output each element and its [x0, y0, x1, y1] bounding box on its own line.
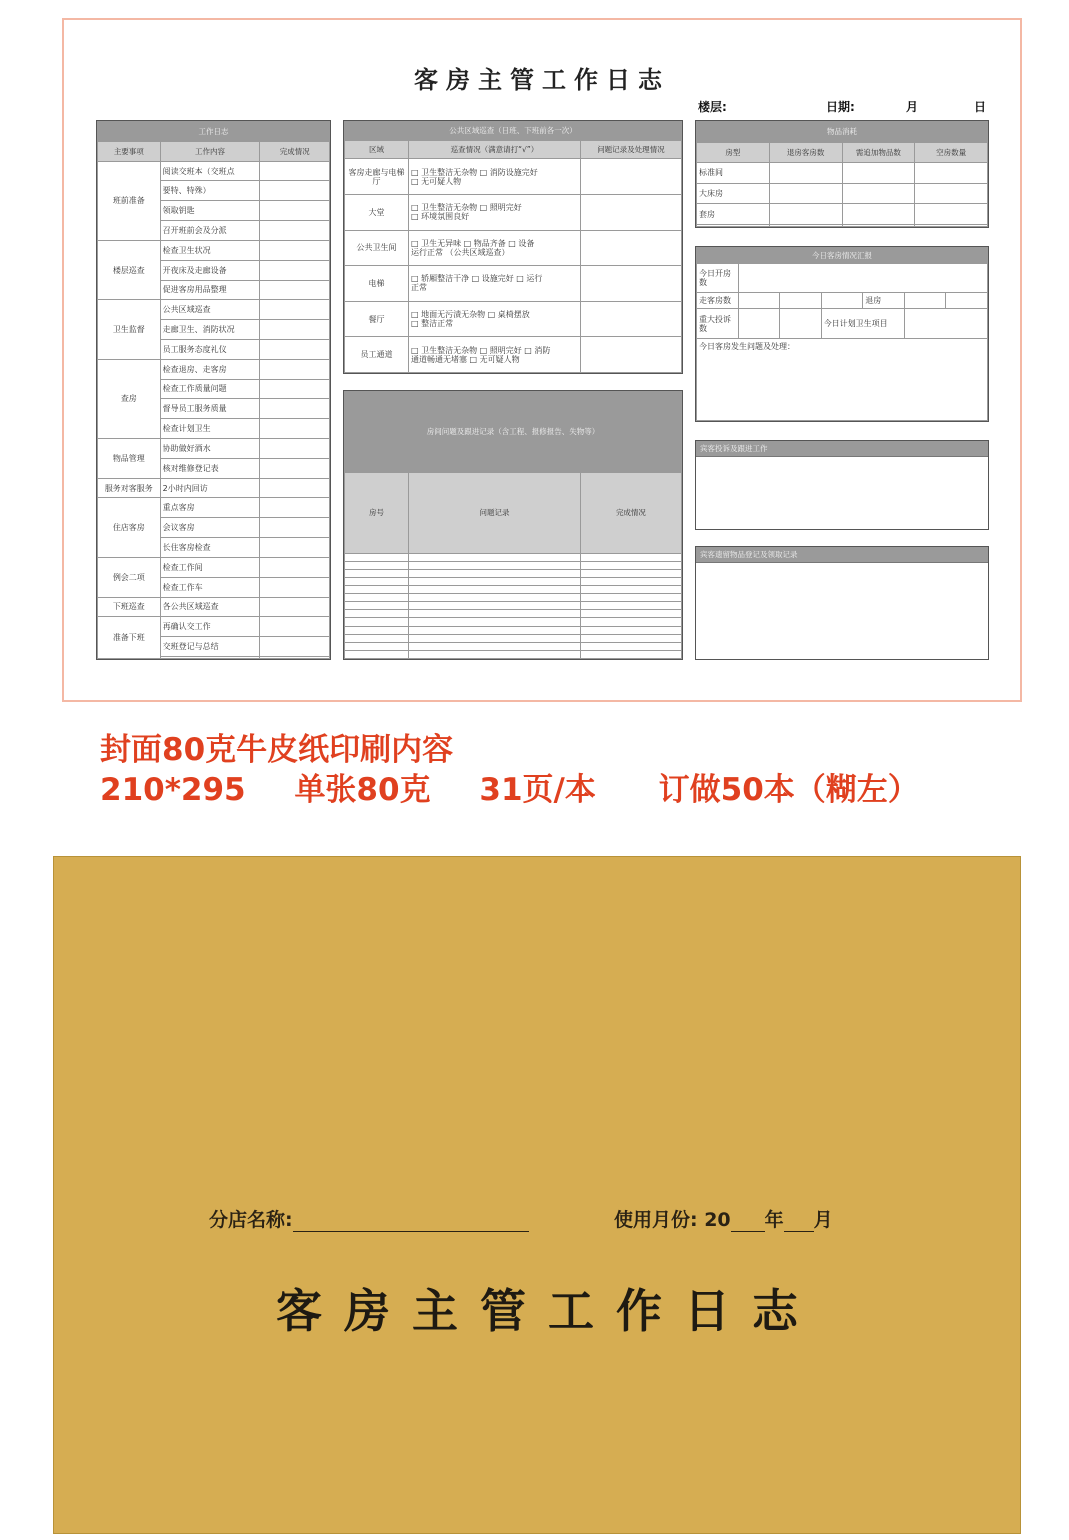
table-cell	[580, 553, 681, 561]
complaint-box	[695, 440, 989, 530]
date-label: 日期:	[826, 100, 855, 114]
table-cell	[769, 183, 842, 204]
table-cell	[769, 163, 842, 184]
status-cell	[260, 538, 330, 558]
status-cell	[260, 439, 330, 459]
cover-title: 客房主管工作日志	[276, 1284, 820, 1338]
check-line: □ 环境氛围良好	[411, 212, 470, 222]
column-header: 巡查情况（满意请打“√”）	[409, 140, 581, 159]
table-cell	[580, 626, 681, 634]
table-cell	[345, 610, 409, 618]
table-row	[697, 142, 988, 163]
table-cell	[580, 634, 681, 642]
task-cell: 协助做好酒水	[160, 439, 260, 459]
usage-month-label: 使用月份: 20	[614, 1209, 731, 1231]
area-cell: 大堂	[345, 195, 409, 231]
category-cell: 下班巡查	[98, 597, 161, 617]
daily-report-table	[695, 246, 989, 422]
room-type-cell: 套房	[697, 204, 770, 225]
column-header: 退房客房数	[769, 142, 842, 163]
status-cell	[260, 181, 330, 201]
table-cell	[409, 561, 581, 569]
status-cell	[260, 260, 330, 280]
table-row	[345, 594, 682, 602]
table-row	[345, 578, 682, 586]
public-area-title: 公共区域巡查（日班、下班前各一次）	[345, 122, 682, 141]
table-row	[345, 301, 682, 337]
status-cell	[260, 221, 330, 241]
task-cell: 交班登记与总结	[160, 637, 260, 657]
table-cell	[345, 626, 409, 634]
room-type-cell: 标准间	[697, 163, 770, 184]
table-cell	[409, 618, 581, 626]
table-cell	[580, 561, 681, 569]
spec-order: 订做50本（糊左）	[658, 772, 919, 808]
column-header: 问题记录	[409, 472, 581, 553]
checks-cell	[409, 159, 581, 195]
area-cell: 客房走廊与电梯厅	[345, 159, 409, 195]
shift-label: 楼层:	[698, 100, 727, 114]
table-row	[345, 230, 682, 266]
column-header: 完成情况	[580, 472, 681, 553]
table-row	[697, 339, 988, 421]
column-header: 区域	[345, 140, 409, 159]
table-row	[345, 602, 682, 610]
spec-line-2	[100, 764, 919, 809]
daily-report-title: 今日客房情况汇报	[697, 248, 988, 264]
area-cell: 公共卫生间	[345, 230, 409, 266]
table-row	[345, 553, 682, 561]
table-cell	[769, 204, 842, 225]
table-row	[98, 439, 330, 459]
check-line: 通道畅通无堵塞 □ 无可疑人物	[411, 354, 520, 364]
table-row	[98, 597, 330, 617]
task-cell: 检查工作车	[160, 577, 260, 597]
table-cell	[409, 594, 581, 602]
table-row	[697, 204, 988, 225]
status-cell	[260, 577, 330, 597]
table-cell	[580, 578, 681, 586]
supplies-title: 物品消耗	[697, 122, 988, 143]
report-label: 今日开房数	[697, 263, 739, 293]
table-cell	[345, 594, 409, 602]
table-cell	[904, 309, 987, 339]
table-row	[98, 161, 330, 181]
table-cell	[915, 163, 988, 184]
complaint-box-title: 宾客投诉及跟进工作	[696, 441, 988, 457]
column-header: 工作内容	[160, 141, 260, 161]
category-cell: 卫生监督	[98, 300, 161, 359]
notes-cell	[580, 195, 681, 231]
table-cell	[409, 569, 581, 577]
table-cell	[345, 578, 409, 586]
table-cell	[780, 309, 822, 339]
table-cell	[738, 309, 780, 339]
status-cell	[260, 656, 330, 658]
table-cell	[580, 610, 681, 618]
work-log-title: 工作日志	[98, 122, 330, 142]
table-row	[697, 224, 988, 226]
table-row	[345, 610, 682, 618]
report-cell	[738, 293, 780, 309]
status-cell	[260, 399, 330, 419]
table-row	[345, 618, 682, 626]
status-cell	[260, 300, 330, 320]
store-name-line	[293, 1212, 529, 1232]
notes-cell	[580, 337, 681, 373]
status-cell	[260, 518, 330, 538]
spec-pages: 31页/本	[479, 772, 596, 808]
table-row	[345, 122, 682, 141]
task-cell: 再确认交工作	[160, 617, 260, 637]
table-row	[98, 478, 330, 498]
column-header: 主要事项	[98, 141, 161, 161]
notes-cell	[580, 230, 681, 266]
month-suffix: 月	[813, 1209, 833, 1231]
area-cell: 餐厅	[345, 301, 409, 337]
status-cell	[260, 419, 330, 439]
task-cell: 检查工作间	[160, 557, 260, 577]
status-cell	[260, 617, 330, 637]
sheet-title: 客房主管工作日志	[414, 65, 670, 94]
status-cell	[260, 320, 330, 340]
store-name-field	[209, 1205, 529, 1232]
check-line: □ 卫生整洁无杂物 □ 照明完好	[411, 203, 522, 213]
status-cell	[260, 379, 330, 399]
notes-cell	[580, 301, 681, 337]
status-cell	[260, 557, 330, 577]
table-row	[345, 569, 682, 577]
status-cell	[260, 498, 330, 518]
category-cell: 服务对客服务	[98, 478, 161, 498]
table-row	[345, 642, 682, 650]
category-cell: 班前准备	[98, 161, 161, 240]
column-header: 空房数量	[915, 142, 988, 163]
check-line: □ 卫生整洁无杂物 □ 照明完好 □ 消防	[411, 345, 551, 355]
table-row	[345, 561, 682, 569]
month-line	[784, 1212, 814, 1232]
table-row	[697, 163, 988, 184]
table-cell	[409, 586, 581, 594]
table-cell	[409, 626, 581, 634]
column-header: 房号	[345, 472, 409, 553]
category-cell: 例会二项	[98, 557, 161, 597]
table-row	[98, 359, 330, 379]
report-cell: 退房	[863, 293, 905, 309]
task-cell: 领取钥匙	[160, 201, 260, 221]
table-cell	[345, 642, 409, 650]
table-cell	[409, 634, 581, 642]
table-row	[697, 248, 988, 264]
task-cell: 检查卫生状况	[160, 240, 260, 260]
table-cell	[915, 183, 988, 204]
task-cell: 走廊卫生、消防状况	[160, 320, 260, 340]
table-row	[345, 195, 682, 231]
task-cell: 督导员工服务质量	[160, 399, 260, 419]
table-row	[345, 650, 682, 658]
table-row	[345, 626, 682, 634]
table-cell	[580, 569, 681, 577]
checks-cell	[409, 195, 581, 231]
table-cell	[345, 569, 409, 577]
table-row	[98, 498, 330, 518]
task-cell: 员工服务态度礼仪	[160, 339, 260, 359]
follow-up-table	[343, 390, 683, 660]
table-row	[98, 617, 330, 637]
table-cell	[345, 602, 409, 610]
room-type-cell: 大床房	[697, 183, 770, 204]
status-cell	[260, 201, 330, 221]
task-cell: 2小时内回访	[160, 478, 260, 498]
month-label: 月	[906, 100, 919, 114]
table-cell	[580, 594, 681, 602]
interior-sheet-preview	[62, 18, 1022, 702]
category-cell: 楼层巡查	[98, 240, 161, 299]
task-cell: 召开班前会及分派	[160, 221, 260, 241]
column-header: 房型	[697, 142, 770, 163]
task-cell: 阅读交班本（交班点	[160, 161, 260, 181]
status-cell	[260, 597, 330, 617]
report-cell	[946, 293, 988, 309]
task-cell: 长住客房检查	[160, 538, 260, 558]
spec-line-1: 封面80克牛皮纸印刷内容	[100, 732, 454, 768]
status-cell	[260, 339, 330, 359]
table-row	[98, 557, 330, 577]
task-cell: 各公共区域巡查	[160, 597, 260, 617]
table-cell	[409, 602, 581, 610]
column-header: 完成情况	[260, 141, 330, 161]
task-cell: 检查退房、走客房	[160, 359, 260, 379]
table-row	[98, 141, 330, 161]
table-row	[345, 266, 682, 302]
check-line: 正常	[411, 283, 428, 293]
table-cell	[409, 578, 581, 586]
table-cell	[842, 183, 915, 204]
table-cell	[580, 602, 681, 610]
task-cell: 重点客房	[160, 498, 260, 518]
table-row	[98, 240, 330, 260]
table-row	[697, 309, 988, 339]
checks-cell	[409, 266, 581, 302]
check-line: □ 整洁正常	[411, 319, 454, 329]
table-row	[345, 472, 682, 553]
notes-cell	[580, 159, 681, 195]
notes-cell	[580, 266, 681, 302]
table-cell	[915, 204, 988, 225]
table-row	[98, 122, 330, 142]
status-cell	[260, 458, 330, 478]
table-cell	[345, 618, 409, 626]
table-cell	[409, 610, 581, 618]
report-cell	[904, 293, 946, 309]
task-cell: 开夜床及走廊设备	[160, 260, 260, 280]
table-row	[697, 183, 988, 204]
category-cell: 查房	[98, 359, 161, 438]
report-cell	[821, 293, 863, 309]
checks-cell	[409, 337, 581, 373]
status-cell	[260, 161, 330, 181]
table-cell	[842, 224, 915, 226]
check-line: □ 卫生整洁无杂物 □ 消防设施完好	[411, 167, 538, 177]
table-cell	[345, 634, 409, 642]
table-cell	[769, 224, 842, 226]
table-row	[345, 337, 682, 373]
table-row	[345, 140, 682, 159]
table-cell	[580, 618, 681, 626]
spec-paper: 单张80克	[294, 772, 431, 808]
table-cell	[345, 586, 409, 594]
table-cell	[697, 224, 770, 226]
task-cell: 公共区域巡查	[160, 300, 260, 320]
table-cell	[580, 586, 681, 594]
year-suffix: 年	[764, 1209, 784, 1231]
table-cell	[842, 204, 915, 225]
task-cell: 会议客房	[160, 518, 260, 538]
table-cell	[345, 553, 409, 561]
public-area-table	[343, 120, 683, 374]
check-line: 运行正常 （公共区域巡查）	[411, 247, 510, 257]
table-row	[697, 293, 988, 309]
check-line: □ 地面无污渍无杂物 □ 桌椅摆放	[411, 310, 530, 320]
task-cell	[160, 656, 260, 658]
report-label: 走客房数	[697, 293, 739, 309]
task-cell: 要特、特殊）	[160, 181, 260, 201]
report-label: 重大投诉数	[697, 309, 739, 339]
column-header: 问题记录及处理情况	[580, 140, 681, 159]
table-row	[345, 634, 682, 642]
checks-cell	[409, 301, 581, 337]
table-cell	[580, 650, 681, 658]
spec-size: 210*295	[100, 772, 246, 808]
report-cell	[780, 293, 822, 309]
follow-up-title: 房间问题及跟进记录（含工程、报修报告、失物等）	[345, 392, 682, 473]
lost-found-box	[695, 546, 989, 660]
category-cell: 物品管理	[98, 439, 161, 479]
day-label: 日	[974, 100, 987, 114]
area-cell: 员工通道	[345, 337, 409, 373]
table-cell	[409, 650, 581, 658]
area-cell: 电梯	[345, 266, 409, 302]
table-cell	[345, 561, 409, 569]
task-cell: 核对维修登记表	[160, 458, 260, 478]
table-row	[345, 586, 682, 594]
table-cell	[580, 642, 681, 650]
category-cell: 准备下班	[98, 617, 161, 659]
report-cell: 今日计划卫生项目	[821, 309, 904, 339]
check-line: □ 卫生无异味 □ 物品齐备 □ 设备	[411, 238, 535, 248]
table-row	[345, 159, 682, 195]
lost-found-box-title: 宾客遗留物品登记及领取记录	[696, 547, 988, 563]
status-cell	[260, 478, 330, 498]
table-row	[697, 263, 988, 293]
table-row	[697, 122, 988, 143]
status-cell	[260, 280, 330, 300]
category-cell: 住店客房	[98, 498, 161, 557]
checks-cell	[409, 230, 581, 266]
table-cell	[915, 224, 988, 226]
usage-month-field	[614, 1205, 833, 1232]
table-cell	[409, 553, 581, 561]
column-header: 需追加物品数	[842, 142, 915, 163]
table-cell	[842, 163, 915, 184]
work-log-table	[96, 120, 331, 660]
kraft-cover-preview	[53, 856, 1021, 1534]
table-row	[98, 300, 330, 320]
store-name-label: 分店名称:	[209, 1209, 293, 1231]
status-cell	[260, 359, 330, 379]
year-line	[731, 1212, 765, 1232]
table-cell	[409, 642, 581, 650]
task-cell: 促进客房用品整理	[160, 280, 260, 300]
table-cell	[738, 263, 987, 293]
task-cell: 检查计划卫生	[160, 419, 260, 439]
check-line: □ 轿厢整洁干净 □ 设施完好 □ 运行	[411, 274, 543, 284]
status-cell	[260, 637, 330, 657]
check-line: □ 无可疑人物	[411, 176, 462, 186]
table-row	[345, 392, 682, 473]
report-notes: 今日客房发生问题及处理：	[697, 339, 988, 421]
status-cell	[260, 240, 330, 260]
table-cell	[345, 650, 409, 658]
supplies-table	[695, 120, 989, 228]
task-cell: 检查工作质量问题	[160, 379, 260, 399]
